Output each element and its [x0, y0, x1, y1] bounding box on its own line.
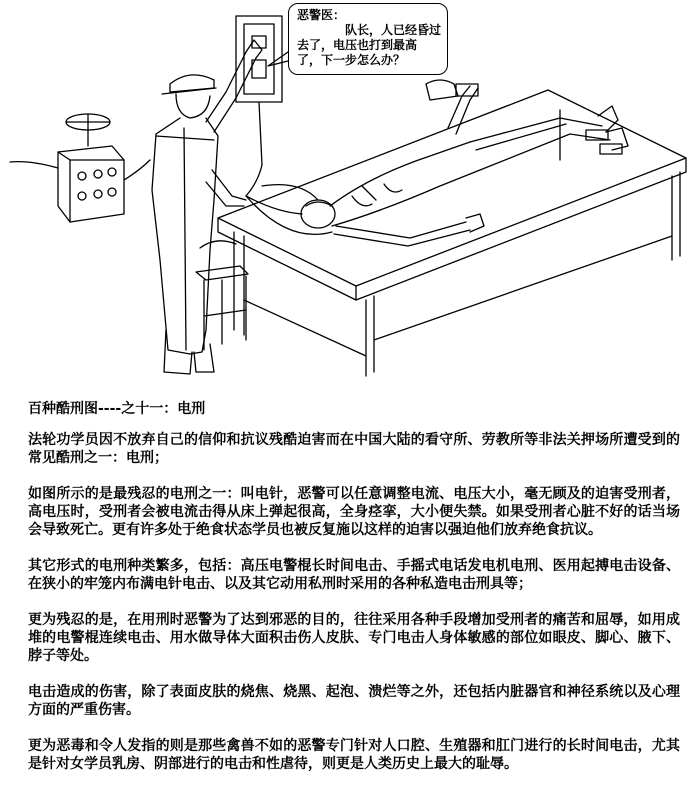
table	[218, 90, 686, 376]
electrode-wires	[246, 185, 332, 235]
stool	[196, 241, 248, 350]
article-paragraph: 电击造成的伤害，除了表面皮肤的烧焦、烧黑、起泡、溃烂等之外，还包括内脏器官和神径系统以及心理方面的严重伤害。	[28, 684, 680, 718]
article-paragraph: 如图所示的是最残忍的电刑之一：叫电针，恶警可以任意调整电流、电压大小，毫无顾及的迫害受刑者，高电压时，受刑者会被电流击得从床上弹起很高，全身痉挛，大小便失禁。如果受刑者心脏不好的话当场会导致死亡。更有许多处于绝食状态学员也被反复施以这样的迫害以强迫他们放弃绝食抗议。	[28, 486, 680, 538]
article-paragraph: 其它形式的电刑种类繁多，包括：高压电警棍长时间电击、手摇式电话发电机电刑、医用起搏电击设备、在狭小的牢笼内布满电针电击、以及其它动用私刑时采用的各种私造电击刑具等；	[28, 558, 680, 592]
speech-line: 去了，电压也打到最高	[297, 38, 418, 52]
article-paragraph: 更为残忍的是，在用刑时恶警为了达到邪恶的目的，往往采用各种手段增加受刑者的痛苦和屈辱，如用成堆的电警棍连续电击、用水做导体大面积击伤人皮肤、专门电击人身体敏感的部位如眼皮、脚心、腋下、脖子等处。	[28, 612, 680, 664]
article-body	[28, 400, 680, 791]
speech-bubble	[288, 3, 448, 75]
speech-line: 队长，人已经昏过	[345, 23, 442, 37]
victim-figure	[301, 84, 628, 246]
article-paragraph: 更为恶毒和令人发指的则是那些禽兽不如的恶警专门针对人口腔、生殖器和肛门进行的长时间电击，尤其是针对女学员乳房、阴部进行的电击和性虐待，则更是人类历史上最大的耻辱。	[28, 738, 680, 772]
article-paragraph: 法轮功学员因不放弃自己的信仰和抗议残酷迫害而在中国大陆的看守所、劳教所等非法关押场所遭受到的常见酷刑之一：电刑；	[28, 432, 680, 466]
control-box	[236, 16, 282, 196]
speech-speaker: 恶警医：	[297, 8, 346, 22]
article-title: 百种酷刑图----之十一：电刑	[28, 401, 206, 417]
generator-machine	[10, 114, 150, 222]
speech-line: 了，下一步怎么办？	[297, 53, 406, 67]
